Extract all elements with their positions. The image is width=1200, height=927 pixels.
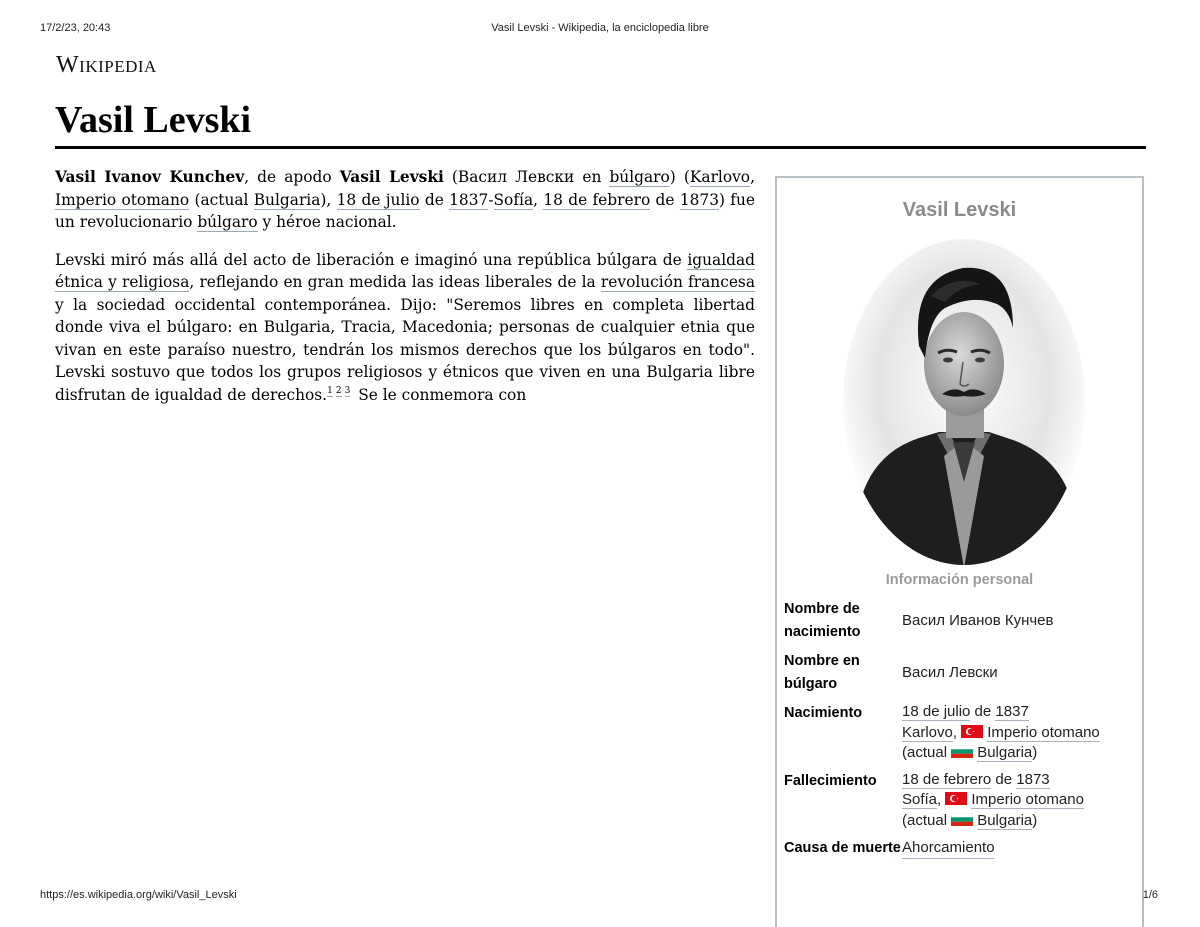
link-bulgaro[interactable]: búlgaro [609,168,670,186]
link-imperio-otomano-ib-2[interactable]: Imperio otomano [971,791,1084,808]
link-18-de-julio[interactable]: 18 de julio [336,190,420,209]
link-18-de-febrero-ib[interactable]: 18 de febrero [902,770,992,788]
label-nacimiento: Nacimiento [784,705,863,721]
ref-2[interactable]: 2 [335,386,342,397]
nacimiento-country-line [902,743,1139,764]
link-igualdad-etnica[interactable]: igualdad étnica y religiosa [55,250,755,291]
second-paragraph [55,249,755,407]
ref-3[interactable]: 3 [344,386,351,397]
ottoman-flag-icon [945,792,967,805]
nacimiento-date-line [902,702,1139,723]
nacimiento-place-line [902,723,1139,744]
text: , reflejando en gran medida las ideas liberales de la [189,273,601,291]
text: (actual [902,744,952,761]
link-karlovo-ib[interactable]: Karlovo [902,723,953,741]
text: de [991,770,1017,788]
text: (Васил Левски en [443,168,610,186]
link-1837[interactable]: 1837 [449,190,489,209]
infobox-subheading: Información personal [885,572,1034,588]
wikipedia-logo[interactable]: Wikipedia [56,52,157,78]
ref-1[interactable]: 1 [327,386,333,397]
link-1873[interactable]: 1873 [679,190,719,209]
article-body [55,166,755,421]
references [327,386,353,396]
label-nombre-nacimiento: Nombre de nacimiento [784,601,861,640]
text: , [533,190,544,209]
text: , [952,723,962,741]
text: de [970,703,996,720]
bulgaria-flag-icon [951,813,973,826]
text: (actual [189,190,254,209]
text: Se le conmemora con [353,385,527,404]
link-ahorcamiento[interactable]: Ahorcamiento [902,838,995,860]
infobox [775,176,1144,927]
fallecimiento-place-line [902,790,1139,811]
value-nombre-nacimiento: Васил Иванов Кунчев [902,611,1054,629]
text: ) [1032,811,1038,829]
text: - [488,190,494,209]
text: de [419,190,450,209]
text: y la sociedad occidental contemporánea. Dijo: "Seremos libres en completa libertad donde viva el búlgaro: en Bulgaria, Tracia, Macedonia; personas de cualquier etnia que vivan en este paraíso nuestro, tendrán los mismos derechos que los búlgaros en todo". Levski sostuvo que todos los grupos religiosos y étnicos que viven en una Bulgaria libre disfrutan de igualdad de derechos. [55,295,755,404]
link-bulgaria-ib[interactable]: Bulgaria [977,744,1033,761]
print-header [0,22,1200,38]
print-page-title: Vasil Levski - Wikipedia, la enciclopedia libre [491,22,709,34]
text: de [650,190,680,209]
fallecimiento-date-line [902,770,1139,791]
text: , de apodo [244,168,340,186]
print-date: 17/2/23, 20:43 [40,22,111,34]
print-url: https://es.wikipedia.org/wiki/Vasil_Levski [40,889,237,901]
nickname: Vasil Levski [339,168,444,186]
row-nacimiento [784,702,1139,764]
infobox-title: Vasil Levski [902,199,1017,221]
text: ) fue un revolucionario [55,190,756,231]
link-bulgaro-2[interactable]: búlgaro [197,213,258,231]
link-18-de-julio-ib[interactable]: 18 de julio [902,703,971,720]
label-fallecimiento: Fallecimiento [784,772,877,789]
full-name: Vasil Ivanov Kunchev [55,168,245,186]
link-imperio-otomano-ib[interactable]: Imperio otomano [987,723,1100,741]
text: ) ( [669,168,690,186]
page-title: Vasil Levski [55,99,252,141]
title-divider [55,146,1146,149]
text: , [750,168,755,186]
label-nombre-bulgaro: Nombre en búlgaro [784,653,860,692]
ottoman-flag-icon [961,725,983,738]
link-1873-ib[interactable]: 1873 [1016,770,1050,788]
link-karlovo[interactable]: Karlovo [689,168,751,186]
value-fallecimiento [902,770,1139,832]
print-page-number: 1/6 [1142,889,1158,901]
link-sofia[interactable]: Sofía [493,190,534,209]
link-1837-ib[interactable]: 1837 [995,703,1029,720]
bulgaria-flag-icon [951,745,973,758]
text: (actual [902,811,952,829]
infobox-rows [784,598,1139,866]
row-nombre-nacimiento [784,598,1139,644]
value-causa-muerte [902,837,1139,860]
value-nombre-bulgaro: Васил Левски [902,663,998,681]
link-imperio-otomano[interactable]: Imperio otomano [55,190,190,209]
link-bulgaria-ib-2[interactable]: Bulgaria [977,811,1033,829]
intro-paragraph [55,166,755,234]
link-revolucion-francesa[interactable]: revolución francesa [600,273,756,291]
value-nacimiento [902,702,1139,764]
text: ), [320,190,337,209]
link-sofia-ib[interactable]: Sofía [902,791,938,808]
row-fallecimiento [784,770,1139,832]
text: Levski miró más allá del acto de liberación e imaginó una república búlgara de [55,250,688,269]
print-footer [0,889,1200,905]
row-nombre-bulgaro [784,650,1139,696]
link-bulgaria[interactable]: Bulgaria [253,190,321,209]
row-causa-muerte [784,837,1139,860]
text: ) [1032,744,1038,761]
link-18-de-febrero[interactable]: 18 de febrero [543,190,651,209]
fallecimiento-country-line [902,811,1139,832]
text: y héroe nacional. [257,213,397,231]
text: , [937,791,946,808]
label-causa-muerte: Causa de muerte [784,840,901,856]
portrait-image[interactable] [841,236,1088,568]
